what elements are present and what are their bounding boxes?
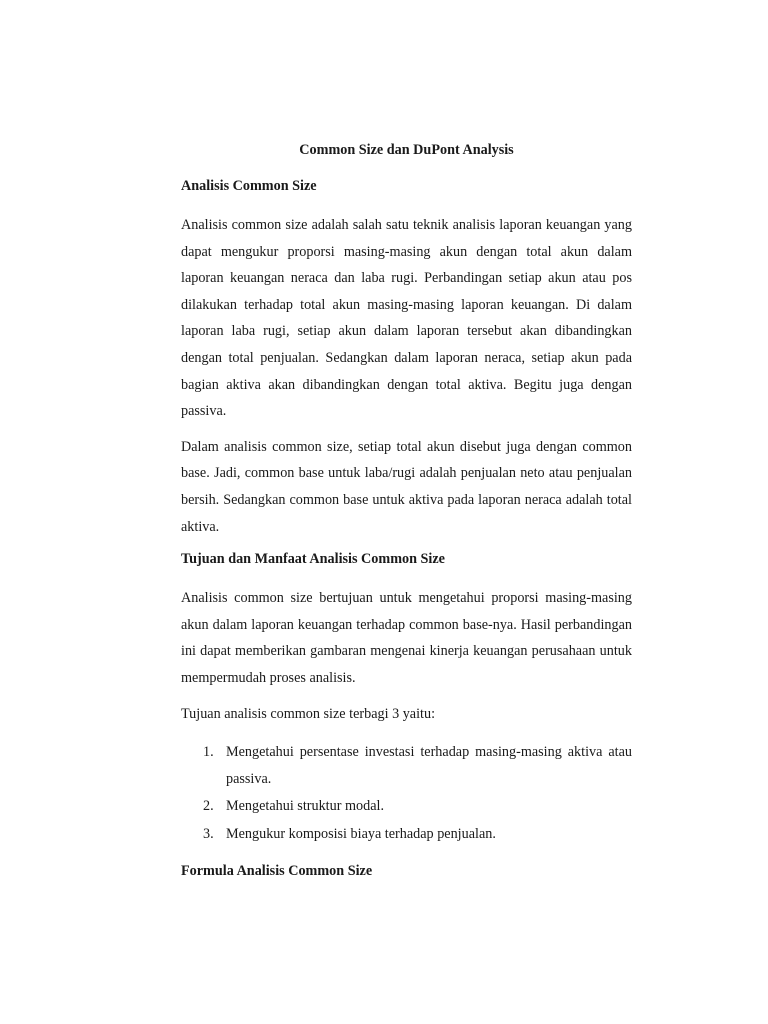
list-item-text: Mengukur komposisi biaya terhadap penjualan. [226, 825, 496, 842]
paragraph-tujuan: Analisis common size bertujuan untuk mengetahui proporsi masing-masing akun dalam laporan keuangan terhadap common base-nya. Hasil perbandingan ini dapat memberikan gambaran mengenai kinerja keuangan perusahaan untuk mempermudah proses analisis. [181, 590, 632, 686]
document-title: Common Size dan DuPont Analysis [299, 142, 514, 158]
section-heading-analisis-common-size: Analisis Common Size [181, 178, 317, 194]
tujuan-list [181, 739, 632, 847]
list-item-text: Mengetahui persentase investasi terhadap masing-masing aktiva atau passiva. [226, 744, 632, 787]
section-heading-tujuan-manfaat: Tujuan dan Manfaat Analisis Common Size [181, 551, 445, 568]
paragraph-common-base: Dalam analisis common size, setiap total akun disebut juga dengan common base. Jadi, common base untuk laba/rugi adalah penjualan neto atau penjualan bersih. Sedangkan common base untuk aktiva pada laporan neraca adalah total aktiva. [181, 438, 632, 535]
list-item [181, 793, 632, 820]
list-item [181, 739, 632, 792]
paragraph-tujuan-intro: Tujuan analisis common size terbagi 3 yaitu: [181, 705, 436, 722]
document-content [181, 140, 632, 897]
list-item [181, 821, 632, 848]
paragraph-definition: Analisis common size adalah salah satu teknik analisis laporan keuangan yang dapat mengukur proporsi masing-masing akun dengan total akun dalam laporan keuangan neraca dan laba rugi. Perbandingan setiap akun atau pos dilakukan terhadap total akun masing-masing laporan keuangan. Di dalam laporan laba rugi, setiap akun dalam laporan tersebut akan dibandingkan dengan total penjualan. Sedangkan dalam laporan neraca, setiap akun pada bagian aktiva akan dibandingkan dengan total aktiva. Begitu juga dengan passiva. [181, 217, 632, 420]
list-item-text: Mengetahui struktur modal. [226, 798, 385, 815]
list-item-number: 1. [203, 744, 214, 761]
list-item-number: 2. [203, 798, 214, 815]
list-item-number: 3. [203, 825, 214, 842]
section-heading-formula: Formula Analisis Common Size [181, 863, 373, 880]
